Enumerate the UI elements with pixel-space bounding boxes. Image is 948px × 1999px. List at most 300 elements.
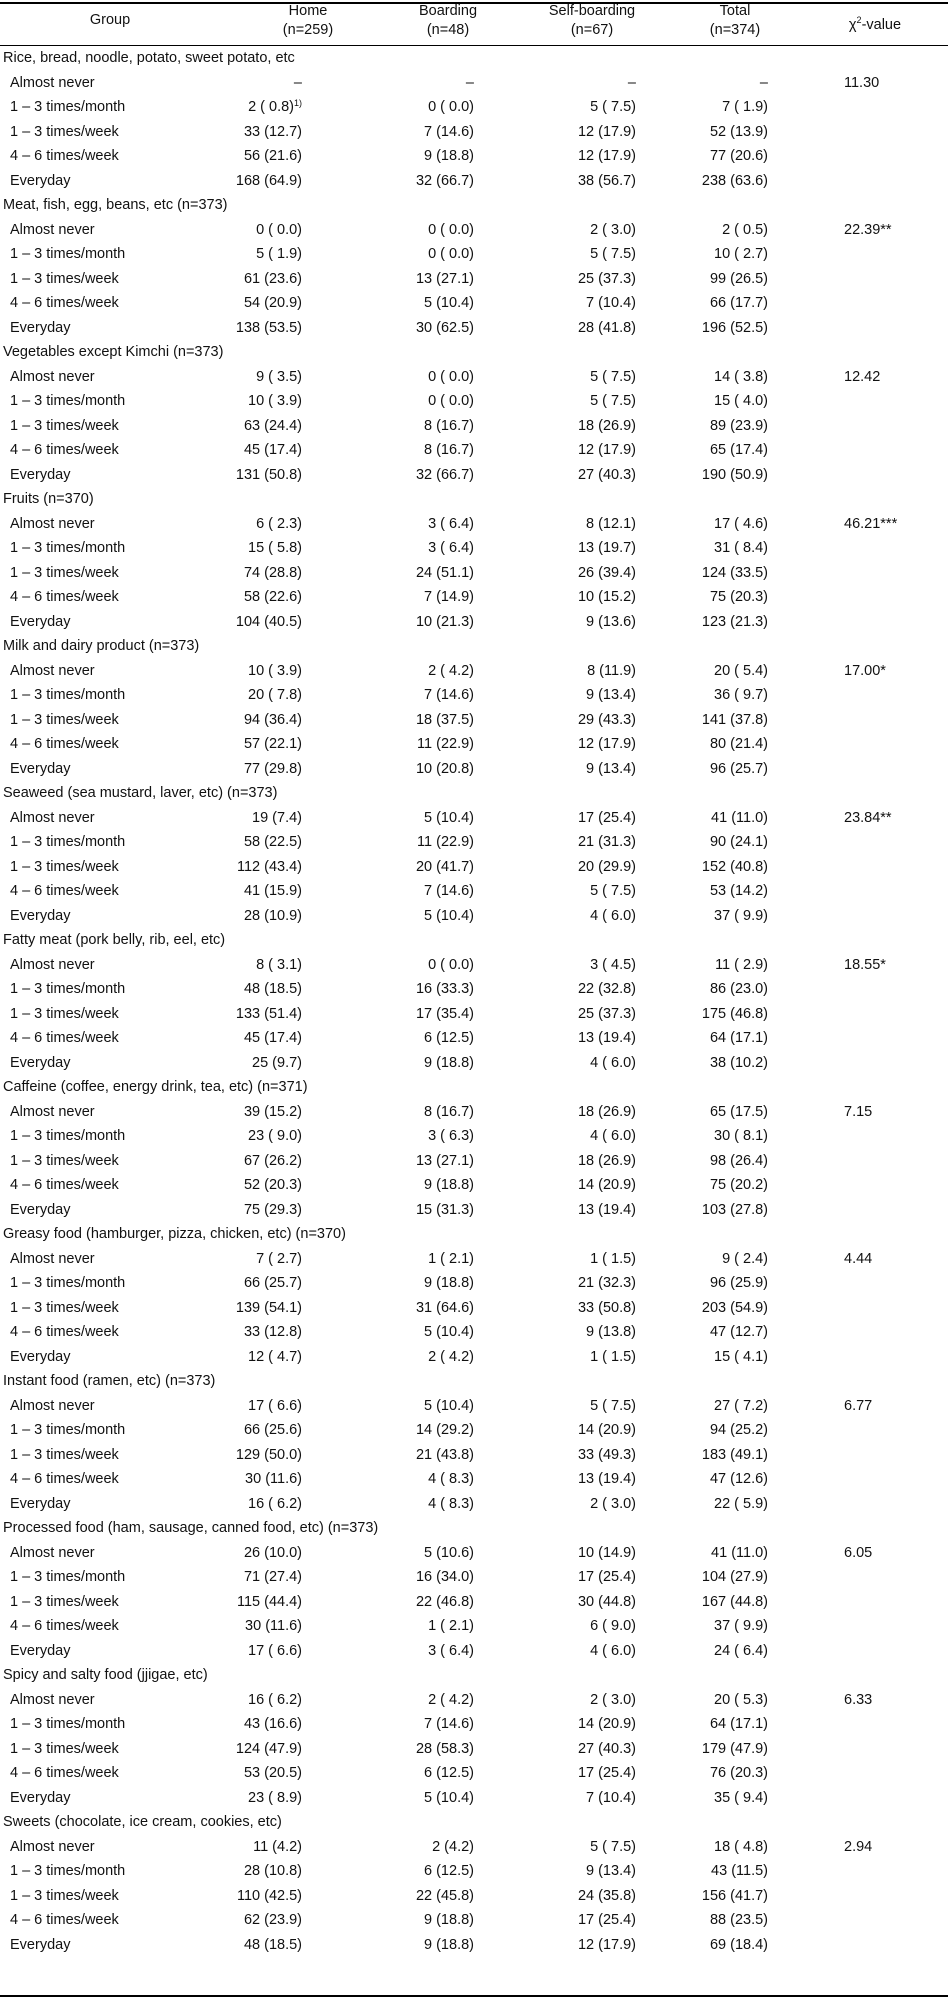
home-value: 10 ( 3.9) — [248, 662, 302, 679]
section-title-row — [0, 487, 948, 512]
table-row — [0, 879, 948, 904]
frequency-label: 1 – 3 times/week — [10, 1152, 119, 1169]
table-row — [0, 414, 948, 439]
home-value: 28 (10.9) — [243, 907, 302, 924]
chi-square-value: 12.42 — [844, 368, 881, 385]
home-value: 115 (44.4) — [236, 1593, 302, 1610]
chi-square-value: 7.15 — [844, 1103, 873, 1120]
section-title: Milk and dairy product (n=373) — [3, 638, 200, 654]
boarding-value: 8 (16.7) — [424, 442, 474, 458]
self-boarding-value: 29 (43.3) — [577, 711, 636, 728]
boarding-value: 4 ( 8.3) — [428, 1471, 474, 1487]
table-row — [0, 1296, 948, 1321]
frequency-label: Almost never — [10, 1397, 95, 1414]
section-title: Greasy food (hamburger, pizza, chicken, etc) (n=370) — [3, 1226, 346, 1242]
self-boarding-value: 5 ( 7.5) — [590, 1838, 636, 1855]
home-value: 12 ( 4.7) — [248, 1348, 302, 1365]
self-boarding-value: 17 (25.4) — [577, 1912, 636, 1928]
total-value: 41 (11.0) — [711, 809, 768, 826]
self-boarding-value: 6 ( 9.0) — [590, 1618, 636, 1634]
home-value: 75 (29.3) — [243, 1201, 302, 1218]
footnote-marker: 1) — [293, 98, 302, 108]
home-value: 19 (7.4) — [252, 809, 302, 826]
boarding-value: 2 ( 4.2) — [428, 1691, 474, 1708]
frequency-label: 1 – 3 times/week — [10, 858, 119, 875]
boarding-value: 6 (12.5) — [424, 1765, 474, 1781]
home-value: 5 ( 1.9) — [256, 246, 302, 262]
self-boarding-value: 27 (40.3) — [577, 466, 636, 483]
frequency-label: Almost never — [10, 956, 95, 973]
table-row — [0, 830, 948, 855]
frequency-label: Almost never — [10, 662, 95, 679]
home-value: 58 (22.6) — [243, 589, 302, 605]
frequency-label: 1 – 3 times/week — [10, 1887, 119, 1904]
total-value: 152 (40.8) — [701, 858, 768, 875]
boarding-value: 5 (10.4) — [424, 809, 474, 826]
table-row — [0, 1614, 948, 1639]
table-row — [0, 218, 948, 243]
section-title: Vegetables except Kimchi (n=373) — [3, 344, 224, 360]
total-value: 179 (47.9) — [701, 1740, 768, 1757]
total-value: 52 (13.9) — [709, 123, 768, 140]
self-boarding-value: 2 ( 3.0) — [590, 1691, 636, 1708]
total-value: 47 (12.7) — [709, 1324, 768, 1340]
chi-square-value: 4.44 — [844, 1250, 873, 1267]
boarding-value: 6 (12.5) — [424, 1863, 474, 1879]
self-boarding-value: 5 ( 7.5) — [590, 1397, 636, 1414]
frequency-label: 4 – 6 times/week — [10, 295, 119, 311]
self-boarding-value: 5 ( 7.5) — [590, 246, 636, 262]
home-value: 139 (54.1) — [235, 1299, 302, 1316]
table-row — [0, 463, 948, 488]
self-boarding-value: 4 ( 6.0) — [590, 1642, 636, 1659]
frequency-label: Everyday — [10, 1789, 71, 1806]
section-title: Sweets (chocolate, ice cream, cookies, etc) — [3, 1814, 282, 1830]
home-value: 39 (15.2) — [243, 1103, 302, 1120]
home-value: 104 (40.5) — [235, 613, 302, 630]
frequency-label: 1 – 3 times/month — [10, 1422, 126, 1438]
table-row — [0, 1590, 948, 1615]
total-value: 96 (25.9) — [709, 1275, 768, 1291]
self-boarding-value: 13 (19.7) — [577, 540, 636, 556]
home-value: 41 (15.9) — [243, 883, 302, 899]
header-boarding: Boarding (n=48) — [418, 3, 478, 38]
self-boarding-value: 9 (13.4) — [586, 760, 636, 777]
home-value: 25 (9.7) — [252, 1054, 302, 1071]
total-value: 196 (52.5) — [701, 319, 768, 336]
frequency-label: 1 – 3 times/month — [10, 981, 126, 997]
frequency-label: Everyday — [10, 1642, 71, 1659]
boarding-value: 11 (22.9) — [417, 736, 474, 752]
table-row — [0, 1467, 948, 1492]
total-value: 7 ( 1.9) — [722, 99, 768, 115]
frequency-label: 1 – 3 times/month — [10, 246, 126, 262]
boarding-value: 9 (18.8) — [424, 1275, 474, 1291]
self-boarding-value: 14 (20.9) — [577, 1422, 636, 1438]
boarding-value: 8 (16.7) — [424, 417, 474, 434]
total-value: 175 (46.8) — [701, 1005, 768, 1022]
home-value: 17 ( 6.6) — [248, 1397, 302, 1414]
boarding-value: 0 ( 0.0) — [428, 221, 474, 238]
table-row — [0, 71, 948, 96]
frequency-label: Almost never — [10, 1544, 95, 1561]
home-value: 6 ( 2.3) — [256, 515, 302, 532]
frequency-label: Almost never — [10, 1691, 95, 1708]
self-boarding-value: 4 ( 6.0) — [590, 1128, 636, 1144]
home-value: 7 ( 2.7) — [256, 1250, 302, 1267]
frequency-label: 4 – 6 times/week — [10, 148, 119, 164]
home-value: 33 (12.8) — [243, 1324, 302, 1340]
boarding-value: 0 ( 0.0) — [428, 246, 474, 262]
frequency-label: 1 – 3 times/week — [10, 1446, 119, 1463]
header-chi-square: $\chi^2$-value — [848, 15, 902, 33]
self-boarding-value: 7 (10.4) — [586, 1789, 636, 1806]
self-boarding-value: 9 (13.4) — [586, 687, 636, 703]
frequency-label: 4 – 6 times/week — [10, 883, 119, 899]
self-boarding-value: 9 (13.8) — [586, 1324, 636, 1340]
total-value: 24 ( 6.4) — [714, 1642, 768, 1659]
boarding-value: 7 (14.6) — [424, 687, 474, 703]
frequency-label: 1 – 3 times/month — [10, 1863, 126, 1879]
boarding-value: 9 (18.8) — [424, 1912, 474, 1928]
table-row — [0, 806, 948, 831]
table-row — [0, 561, 948, 586]
table-row — [0, 732, 948, 757]
boarding-value: 5 (10.4) — [424, 1397, 474, 1414]
home-value: 20 ( 7.8) — [248, 687, 302, 703]
frequency-label: 1 – 3 times/month — [10, 1275, 126, 1291]
boarding-value: 11 (22.9) — [417, 834, 474, 850]
frequency-label: 1 – 3 times/month — [10, 687, 126, 703]
table-row — [0, 708, 948, 733]
chi-square-value: 2.94 — [844, 1838, 873, 1855]
total-value: 77 (20.6) — [709, 148, 768, 164]
table-row — [0, 291, 948, 316]
frequency-label: Almost never — [10, 1103, 95, 1120]
boarding-value: 1 ( 2.1) — [428, 1618, 474, 1634]
frequency-label: 1 – 3 times/week — [10, 1740, 119, 1757]
home-value: 168 (64.9) — [235, 172, 302, 189]
table-row — [0, 1565, 948, 1590]
home-value: 15 ( 5.8) — [248, 540, 302, 556]
table-row — [0, 169, 948, 194]
home-value: 52 (20.3) — [243, 1177, 302, 1193]
table-row — [0, 1345, 948, 1370]
home-value: 66 (25.7) — [243, 1275, 302, 1291]
table-row — [0, 120, 948, 145]
frequency-label: 4 – 6 times/week — [10, 1765, 119, 1781]
header-total: Total (n=374) — [709, 3, 761, 38]
total-value: 15 ( 4.1) — [714, 1348, 768, 1365]
frequency-label: 4 – 6 times/week — [10, 442, 119, 458]
table-row — [0, 1198, 948, 1223]
boarding-value: 1 ( 2.1) — [428, 1250, 474, 1267]
self-boarding-value: 5 ( 7.5) — [590, 883, 636, 899]
total-value: 30 ( 8.1) — [714, 1128, 768, 1144]
self-boarding-value: 5 ( 7.5) — [590, 393, 636, 409]
home-value: 33 (12.7) — [243, 123, 302, 140]
section-title-row — [0, 193, 948, 218]
section-title-row — [0, 340, 948, 365]
table-row — [0, 1124, 948, 1149]
boarding-value: 22 (45.8) — [415, 1887, 474, 1904]
self-boarding-value: 13 (19.4) — [577, 1471, 636, 1487]
frequency-label: Everyday — [10, 1201, 71, 1218]
frequency-label: Almost never — [10, 515, 95, 532]
total-value: 86 (23.0) — [709, 981, 768, 997]
boarding-value: 9 (18.8) — [424, 148, 474, 164]
home-value: 58 (22.5) — [243, 834, 302, 850]
chi-square-value: 22.39** — [844, 221, 892, 238]
frequency-label: Almost never — [10, 221, 95, 238]
self-boarding-value: 25 (37.3) — [577, 1005, 636, 1022]
table-row — [0, 144, 948, 169]
boarding-value: 22 (46.8) — [415, 1593, 474, 1610]
frequency-label: 1 – 3 times/week — [10, 1299, 119, 1316]
frequency-label: 1 – 3 times/month — [10, 99, 126, 115]
chi-square-value: 11.30 — [844, 74, 880, 91]
boarding-value: 8 (16.7) — [424, 1103, 474, 1120]
total-value: 123 (21.3) — [701, 613, 768, 630]
boarding-value: 3 ( 6.4) — [428, 515, 474, 532]
boarding-value: 3 ( 6.3) — [428, 1128, 474, 1144]
bottom-rule — [0, 1995, 948, 1997]
home-value: 23 ( 9.0) — [248, 1128, 302, 1144]
frequency-label: 4 – 6 times/week — [10, 1030, 119, 1046]
self-boarding-value: 14 (20.9) — [577, 1177, 636, 1193]
self-boarding-value: 21 (32.3) — [577, 1275, 636, 1291]
table-row — [0, 977, 948, 1002]
frequency-label: Everyday — [10, 1054, 71, 1071]
frequency-label: Everyday — [10, 319, 71, 336]
total-value: 2 ( 0.5) — [722, 221, 768, 238]
frequency-label: Everyday — [10, 1495, 71, 1512]
self-boarding-value: 13 (19.4) — [577, 1030, 636, 1046]
home-value: 110 (42.5) — [236, 1887, 302, 1904]
boarding-value: 13 (27.1) — [415, 270, 474, 287]
total-value: 156 (41.7) — [701, 1887, 768, 1904]
section-title: Seaweed (sea mustard, laver, etc) (n=373) — [3, 785, 278, 801]
section-title: Meat, fish, egg, beans, etc (n=373) — [3, 197, 228, 213]
self-boarding-value: 1 ( 1.5) — [590, 1348, 636, 1365]
home-value: 10 ( 3.9) — [248, 393, 302, 409]
section-title: Caffeine (coffee, energy drink, tea, etc) (n=371) — [3, 1079, 308, 1095]
self-boarding-value: 12 (17.9) — [577, 123, 636, 140]
boarding-value: 6 (12.5) — [424, 1030, 474, 1046]
home-value: 9 ( 3.5) — [256, 368, 302, 385]
self-boarding-value: 17 (25.4) — [577, 809, 636, 826]
total-value: 9 ( 2.4) — [722, 1250, 768, 1267]
boarding-value: 5 (10.4) — [424, 907, 474, 924]
home-value: 16 ( 6.2) — [248, 1691, 302, 1708]
total-value: 36 ( 9.7) — [714, 687, 768, 703]
home-value: 26 (10.0) — [243, 1544, 302, 1561]
frequency-label: 1 – 3 times/month — [10, 1569, 126, 1585]
home-value: 2 ( 0.8) — [248, 99, 294, 115]
home-value: 54 (20.9) — [243, 295, 302, 311]
boarding-value: 28 (58.3) — [415, 1740, 474, 1757]
frequency-label: Everyday — [10, 760, 71, 777]
section-title: Processed food (ham, sausage, canned food, etc) (n=373) — [3, 1520, 379, 1536]
home-value: 124 (47.9) — [235, 1740, 302, 1757]
frequency-label: 1 – 3 times/week — [10, 1005, 119, 1022]
total-value: 90 (24.1) — [709, 834, 768, 850]
total-value: 10 ( 2.7) — [714, 246, 768, 262]
boarding-value: 5 (10.4) — [424, 1789, 474, 1806]
boarding-value: 0 ( 0.0) — [428, 956, 474, 973]
total-value: 38 (10.2) — [709, 1054, 768, 1071]
total-value: 124 (33.5) — [701, 564, 768, 581]
table-row — [0, 438, 948, 463]
boarding-value: 10 (21.3) — [415, 613, 474, 630]
boarding-value: 13 (27.1) — [415, 1152, 474, 1169]
total-value: 43 (11.5) — [711, 1863, 768, 1879]
total-value: 203 (54.9) — [701, 1299, 768, 1316]
frequency-label: 1 – 3 times/month — [10, 540, 126, 556]
boarding-value: 7 (14.6) — [424, 123, 474, 140]
boarding-value: 7 (14.6) — [424, 883, 474, 899]
self-boarding-value: 17 (25.4) — [577, 1765, 636, 1781]
frequency-label: Everyday — [10, 1936, 71, 1953]
total-value: 69 (18.4) — [709, 1936, 768, 1953]
table-row — [0, 1688, 948, 1713]
frequency-label: Everyday — [10, 1348, 71, 1365]
self-boarding-value: 10 (15.2) — [577, 589, 636, 605]
table-row — [0, 1271, 948, 1296]
home-value: 28 (10.8) — [243, 1863, 302, 1879]
frequency-label: 1 – 3 times/month — [10, 1128, 126, 1144]
total-value: 89 (23.9) — [709, 417, 768, 434]
frequency-label: 4 – 6 times/week — [10, 1912, 119, 1928]
table-row — [0, 536, 948, 561]
section-title: Spicy and salty food (jjigae, etc) — [3, 1667, 208, 1683]
total-value: 94 (25.2) — [709, 1422, 768, 1438]
boarding-value: 7 (14.9) — [424, 589, 474, 605]
self-boarding-value: 13 (19.4) — [577, 1201, 636, 1218]
chi-square-value: 6.05 — [844, 1544, 873, 1561]
total-value: 88 (23.5) — [709, 1912, 768, 1928]
total-value: 15 ( 4.0) — [714, 393, 768, 409]
chi-square-value: 23.84** — [844, 809, 892, 826]
home-value: 11 (4.2) — [253, 1838, 302, 1855]
table-row — [0, 1908, 948, 1933]
total-value: 167 (44.8) — [701, 1593, 768, 1610]
home-value: 30 (11.6) — [245, 1618, 302, 1634]
table-row — [0, 1149, 948, 1174]
self-boarding-value: 12 (17.9) — [577, 736, 636, 752]
home-value: 48 (18.5) — [243, 981, 302, 997]
table-row — [0, 1051, 948, 1076]
total-value: 17 ( 4.6) — [714, 515, 768, 532]
boarding-value: 31 (64.6) — [415, 1299, 474, 1316]
home-value: 23 ( 8.9) — [248, 1789, 302, 1806]
self-boarding-value: 14 (20.9) — [577, 1716, 636, 1732]
table-row — [0, 1026, 948, 1051]
frequency-label: Everyday — [10, 613, 71, 630]
table-row — [0, 610, 948, 635]
self-boarding-value: 10 (14.9) — [577, 1544, 636, 1561]
self-boarding-value: 24 (35.8) — [577, 1887, 636, 1904]
frequency-label: 1 – 3 times/month — [10, 1716, 126, 1732]
home-value: 138 (53.5) — [235, 319, 302, 336]
total-value: 31 ( 8.4) — [714, 540, 768, 556]
self-boarding-value: 20 (29.9) — [577, 858, 636, 875]
table-row — [0, 267, 948, 292]
table-row — [0, 316, 948, 341]
header-group: Group — [89, 12, 131, 28]
table-row — [0, 585, 948, 610]
chi-square-value: 17.00* — [844, 662, 886, 679]
table-row — [0, 1443, 948, 1468]
total-value: 22 ( 5.9) — [714, 1495, 768, 1512]
section-title-row — [0, 1075, 948, 1100]
boarding-value: 9 (18.8) — [424, 1177, 474, 1193]
self-boarding-value: 30 (44.8) — [577, 1593, 636, 1610]
self-boarding-value: 17 (25.4) — [577, 1569, 636, 1585]
total-value: 141 (37.8) — [701, 711, 768, 728]
boarding-value: 15 (31.3) — [415, 1201, 474, 1218]
section-title-row — [0, 781, 948, 806]
boarding-value: 16 (34.0) — [415, 1569, 474, 1585]
table-row — [0, 365, 948, 390]
self-boarding-value: 28 (41.8) — [577, 319, 636, 336]
boarding-value: 16 (33.3) — [415, 981, 474, 997]
self-boarding-value: – — [627, 74, 636, 91]
table-row — [0, 1541, 948, 1566]
home-value: 30 (11.6) — [245, 1471, 302, 1487]
table-row — [0, 1761, 948, 1786]
boarding-value: 21 (43.8) — [415, 1446, 474, 1463]
total-value: 65 (17.5) — [709, 1103, 768, 1120]
home-value: 67 (26.2) — [243, 1152, 302, 1169]
self-boarding-value: 33 (49.3) — [577, 1446, 636, 1463]
home-value: 133 (51.4) — [235, 1005, 302, 1022]
boarding-value: 5 (10.6) — [424, 1544, 474, 1561]
chi-square-value: 6.77 — [844, 1397, 873, 1414]
total-value: 11 ( 2.9) — [715, 956, 768, 973]
self-boarding-value: 21 (31.3) — [577, 834, 636, 850]
home-value: 57 (22.1) — [243, 736, 302, 752]
section-title-row — [0, 1369, 948, 1394]
self-boarding-value: 12 (17.9) — [577, 1936, 636, 1953]
frequency-label: 1 – 3 times/week — [10, 564, 119, 581]
total-value: 64 (17.1) — [709, 1716, 768, 1732]
frequency-label: Everyday — [10, 907, 71, 924]
total-value: 65 (17.4) — [709, 442, 768, 458]
boarding-value: 0 ( 0.0) — [428, 99, 474, 115]
total-value: 190 (50.9) — [701, 466, 768, 483]
self-boarding-value: 8 (12.1) — [586, 515, 636, 532]
self-boarding-value: 1 ( 1.5) — [590, 1250, 636, 1267]
home-value: 56 (21.6) — [243, 148, 302, 164]
frequency-label: 1 – 3 times/month — [10, 393, 126, 409]
table-row — [0, 1002, 948, 1027]
home-value: 17 ( 6.6) — [248, 1642, 302, 1659]
self-boarding-value: 18 (26.9) — [577, 1103, 636, 1120]
frequency-label: 4 – 6 times/week — [10, 736, 119, 752]
table-row — [0, 953, 948, 978]
total-value: 53 (14.2) — [709, 883, 768, 899]
total-value: 103 (27.8) — [701, 1201, 768, 1218]
self-boarding-value: 2 ( 3.0) — [590, 1495, 636, 1512]
total-value: 20 ( 5.3) — [714, 1691, 768, 1708]
frequency-label: Almost never — [10, 74, 95, 91]
self-boarding-value: 18 (26.9) — [577, 1152, 636, 1169]
table-row — [0, 1859, 948, 1884]
boarding-value: 4 ( 8.3) — [428, 1495, 474, 1512]
frequency-label: 1 – 3 times/week — [10, 1593, 119, 1610]
self-boarding-value: 5 ( 7.5) — [590, 368, 636, 385]
